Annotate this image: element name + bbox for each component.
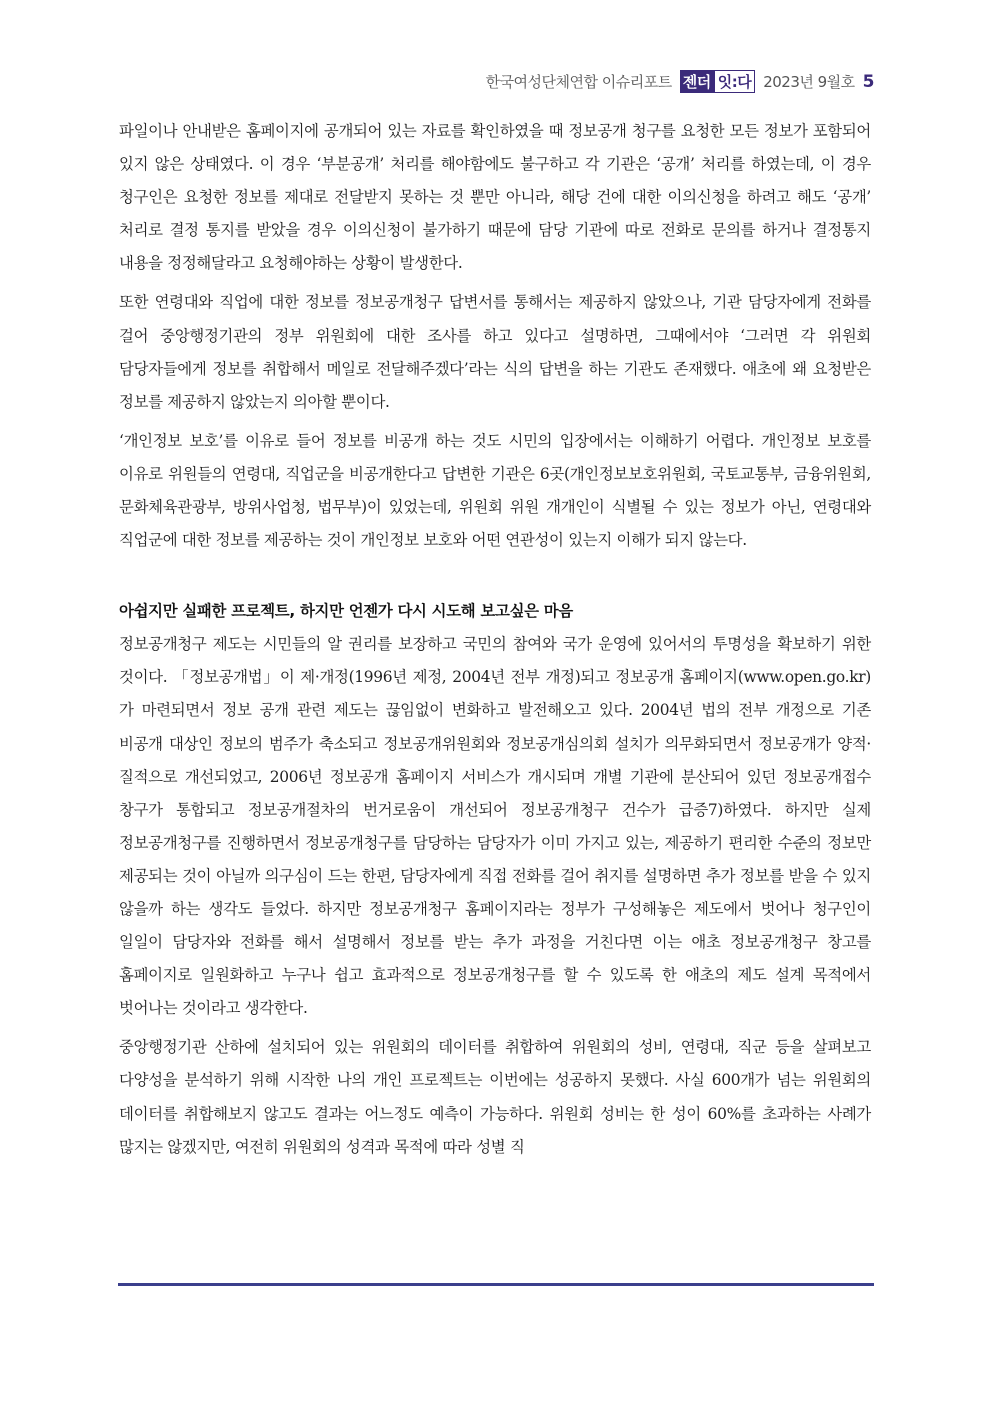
gender-itda-badge (680, 70, 755, 93)
footer-rule (118, 1283, 874, 1286)
badge-part2: 잇:다 (714, 70, 755, 93)
paragraph: ‘개인정보 보호’를 이유로 들어 정보를 비공개 하는 것도 시민의 입장에서는 이해하기 어렵다. 개인정보 보호를 이유로 위원들의 연령대, 직업군을 비공개한다고 답변한 기관은 6곳(개인정보보호위원회, 국토교통부, 금융위원회, 문화체육관광부, 방위사업청, 법무부)이 있었는데, 위원회 위원 개개인이 식별될 수 있는 정보가 아닌, 연령대와 직업군에 대한 정보를 제공하는 것이 개인정보 보호와 어떤 연관성이 있는지 이해가 되지 않는다. (119, 431, 871, 550)
section-heading: 아쉽지만 실패한 프로젝트, 하지만 언젠가 다시 시도해 보고싶은 마음 (119, 602, 573, 621)
paragraph: 정보공개청구 제도는 시민들의 알 권리를 보장하고 국민의 참여와 국가 운영에 있어서의 투명성을 확보하기 위한 것이다. 「정보공개법」이 제·개정(1996년 제정, 2004년 전부 개정)되고 정보공개 홈페이지(www.open.go.kr)가 마련되면서 정보 공개 관련 제도는 끊임없이 변화하고 발전해오고 있다. 2004년 법의 전부 개정으로 기존 비공개 대상인 정보의 범주가 축소되고 정보공개위원회와 정보공개심의회 설치가 의무화되면서 정보공개가 양적·질적으로 개선되었고, 2006년 정보공개 홈페이지 서비스가 개시되며 개별 기관에 분산되어 있던 정보공개접수 창구가 통합되고 정보공개절차의 번거로움이 개선되어 정보공개청구 건수가 급증7)하였다. 하지만 실제 정보공개청구를 진행하면서 정보공개청구를 담당하는 담당자가 이미 가지고 있는, 제공하기 편리한 수준의 정보만 제공되는 것이 아닐까 의구심이 드는 한편, 담당자에게 직접 전화를 걸어 취지를 설명하면 추가 정보를 받을 수 있지 않을까 하는 생각도 들었다. 하지만 정보공개청구 홈페이지라는 정부가 구성해놓은 제도에서 벗어나 청구인이 일일이 담당자와 전화를 해서 설명해서 정보를 받는 추가 과정을 거친다면 이는 애초 정보공개청구 창고를 홈페이지로 일원화하고 누구나 쉽고 효과적으로 정보공개청구를 할 수 있도록 한 애초의 제도 설계 목적에서 벗어나는 것이라고 생각한다. (119, 635, 871, 1018)
paragraph: 중앙행정기관 산하에 설치되어 있는 위원회의 데이터를 취합하여 위원회의 성비, 연령대, 직군 등을 살펴보고 다양성을 분석하기 위해 시작한 나의 개인 프로젝트는 이번에는 성공하지 못했다. 사실 600개가 넘는 위원회의 데이터를 취합해보지 않고도 결과는 어느정도 예측이 가능하다. 위원회 성비는 한 성이 60%를 초과하는 사례가 많지는 않겠지만, 여전히 위원회의 성격과 목적에 따라 성별 직 (119, 1038, 871, 1156)
paragraph: 파일이나 안내받은 홈페이지에 공개되어 있는 자료를 확인하였을 때 정보공개 청구를 요청한 모든 정보가 포함되어 있지 않은 상태였다. 이 경우 ‘부분공개’ 처리를 해야함에도 불구하고 각 기관은 ‘공개’ 처리를 하였는데, 이 경우 청구인은 요청한 정보를 제대로 전달받지 못하는 것 뿐만 아니라, 해당 건에 대한 이의신청을 하려고 해도 ‘공개’ 처리로 결정 통지를 받았을 경우 이의신청이 불가하기 때문에 담당 기관에 따로 전화로 문의를 하거나 결정통지 내용을 정정해달라고 요청해야하는 상황이 발생한다. (119, 122, 871, 273)
report-org: 한국여성단체연합 이슈리포트 (485, 73, 672, 91)
badge-part1: 젠더 (680, 70, 714, 93)
issue-date: 2023년 9월호 (763, 73, 855, 91)
page-number: 5 (862, 71, 874, 92)
page-header (486, 70, 874, 93)
document-body (119, 115, 871, 1170)
paragraph: 또한 연령대와 직업에 대한 정보를 정보공개청구 답변서를 통해서는 제공하지 않았으나, 기관 담당자에게 전화를 걸어 중앙행정기관의 정부 위원회에 대한 조사를 하고 있다고 설명하면, 그때에서야 ‘그러면 각 위원회 담당자들에게 정보를 취합해서 메일로 전달해주겠다’라는 식의 답변을 하는 기관도 존재했다. 애초에 왜 요청받은 정보를 제공하지 않았는지 의아할 뿐이다. (119, 293, 871, 411)
